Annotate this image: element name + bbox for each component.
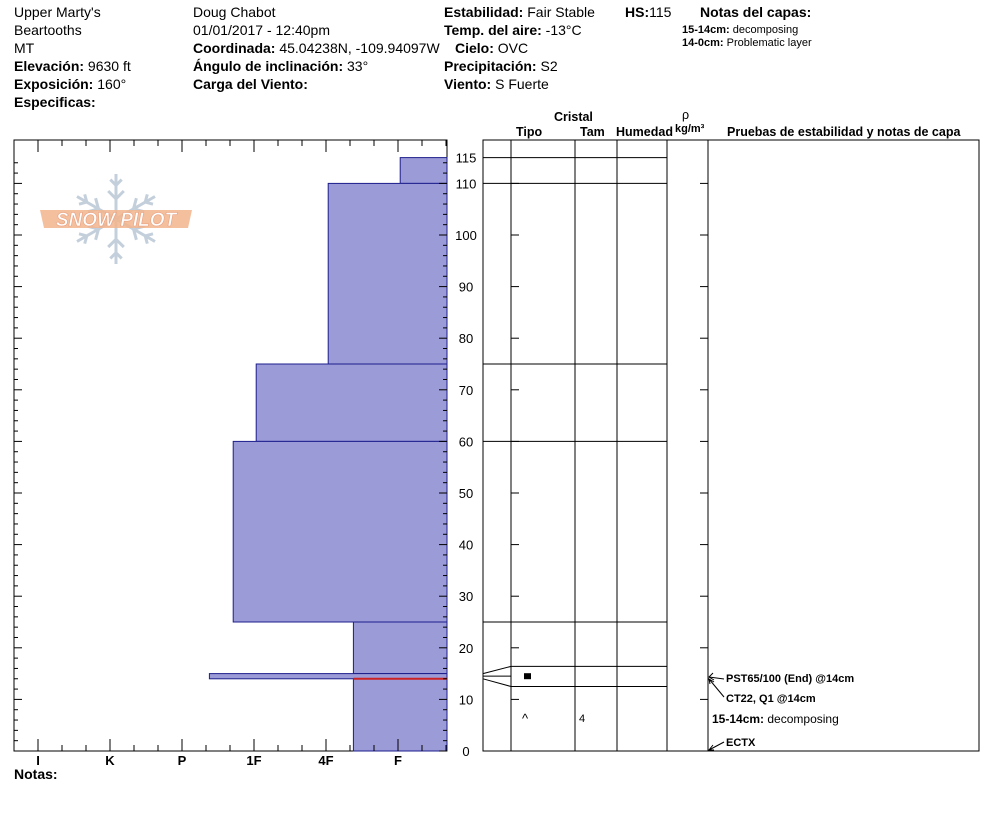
hardness-tick-label: P <box>177 753 187 768</box>
depth-tick-label: 30 <box>458 589 474 605</box>
stability-label: Estabilidad: <box>444 4 524 20</box>
wind-load-label: Carga del Viento: <box>193 76 308 92</box>
crystal-size-value: 4 <box>579 713 586 725</box>
depth-tick-label: 115 <box>455 150 477 166</box>
depth-tick-label: 0 <box>462 744 470 759</box>
hardness-layer-bar <box>353 679 447 751</box>
depth-tick-label: 10 <box>458 692 474 708</box>
crystal-type-square-icon <box>524 673 531 679</box>
stability-tests-header: Pruebas de estabilidad y notas de capa <box>727 125 961 139</box>
layer-comment <box>712 712 839 726</box>
hardness-layer-bar <box>353 622 447 674</box>
ct-result: CT22, Q1 @14cm <box>726 693 816 705</box>
depth-tick-label: 70 <box>458 382 474 398</box>
depth-tick-label: 20 <box>458 640 474 656</box>
hardness-layer-bar <box>328 183 447 364</box>
layer-note-2-text: Problematic layer <box>726 37 812 49</box>
hardness-tick-label: 1F <box>246 753 262 768</box>
notes-label-text: Notas: <box>14 766 58 782</box>
crystal-header: Cristal <box>554 110 593 124</box>
mountain-range: Beartooths <box>14 22 82 38</box>
ct-arrow <box>709 679 724 697</box>
hardness-layer-bar <box>256 364 447 441</box>
depth-tick-label: 60 <box>458 434 474 450</box>
precipitation-label: Precipitación: <box>444 58 537 74</box>
air-temp-label: Temp. del aire: <box>444 22 542 38</box>
stability-value: Fair Stable <box>527 4 595 20</box>
pst-result: PST65/100 (End) @14cm <box>726 673 855 685</box>
layer-note-2-range: 14-0cm: <box>682 37 724 49</box>
elevation-label: Elevación: <box>14 58 85 74</box>
bracket-upper <box>483 666 511 673</box>
bracket-lower <box>483 679 511 687</box>
depth-tick-label: 80 <box>458 331 474 347</box>
depth-tick-label: 40 <box>458 537 474 553</box>
hs-value: 115 <box>649 4 672 20</box>
logo-banner <box>40 210 192 231</box>
air-temp-value: -13°C <box>545 22 582 38</box>
state: MT <box>14 40 35 56</box>
moisture-header: Humedad <box>616 125 673 139</box>
depth-tick-label: 110 <box>455 176 477 192</box>
layer-note-1-range: 15-14cm: <box>682 24 730 36</box>
notes-label <box>14 765 58 783</box>
coordinate-label: Coordinada: <box>193 40 276 56</box>
hardness-layer-bar <box>400 158 447 184</box>
density-symbol: ρ <box>682 108 690 122</box>
hardness-tick-label: 4F <box>318 753 334 768</box>
ectx-arrow <box>709 742 724 750</box>
type-header: Tipo <box>516 125 543 139</box>
ectx-result: ECTX <box>726 737 756 749</box>
slope-angle-label: Ángulo de inclinación: <box>193 58 344 74</box>
depth-tick-label: 50 <box>458 486 474 501</box>
location-name: Upper Marty's <box>14 4 101 20</box>
specifics-label-text: Especificas: <box>14 94 96 110</box>
wind-label: Viento: <box>444 76 492 92</box>
snowflake-branch <box>145 202 153 204</box>
layer-note-1-text: decomposing <box>732 24 799 36</box>
hardness-tick-label: F <box>394 753 402 768</box>
depth-tick-label: 90 <box>458 279 474 295</box>
depth-hoar-symbol: ^ <box>522 711 529 726</box>
hardness-tick-label: K <box>105 753 115 768</box>
hardness-layers <box>209 158 447 751</box>
observer-name: Doug Chabot <box>193 4 276 20</box>
hs-label: HS: <box>625 4 650 20</box>
aspect-value: 160° <box>97 76 127 92</box>
depth-tick-label: 100 <box>455 228 477 243</box>
observation-datetime: 01/01/2017 - 12:40pm <box>193 22 330 38</box>
slope-angle-value: 33° <box>347 58 369 74</box>
hardness-layer-bar <box>233 441 447 622</box>
profile-table-grid <box>483 140 708 751</box>
size-header: Tam <box>580 125 605 139</box>
precipitation-value: S2 <box>540 58 558 74</box>
hardness-tick-label: I <box>36 753 40 768</box>
snowflake-branch <box>79 234 87 236</box>
wind-value: S Fuerte <box>495 76 549 92</box>
sky-value: OVC <box>497 40 529 56</box>
layer-comment-text: decomposing <box>767 712 839 726</box>
layer-notes-title-text: Notas del capas: <box>700 4 812 20</box>
profile-table-frame <box>483 140 979 751</box>
snowpilot-logo <box>40 174 192 264</box>
sky-label: Cielo: <box>455 40 494 56</box>
layer-comment-range: 15-14cm: <box>712 712 765 726</box>
density-unit: kg/m³ <box>675 123 705 135</box>
snowflake-branch <box>85 194 87 202</box>
coordinate-value: 45.04238N, -109.94097W <box>279 40 440 56</box>
aspect-label: Exposición: <box>14 76 94 92</box>
elevation-value: 9630 ft <box>87 58 131 74</box>
snowflake-branch <box>145 236 147 244</box>
logo-text: SNOW PILOT <box>55 210 177 231</box>
